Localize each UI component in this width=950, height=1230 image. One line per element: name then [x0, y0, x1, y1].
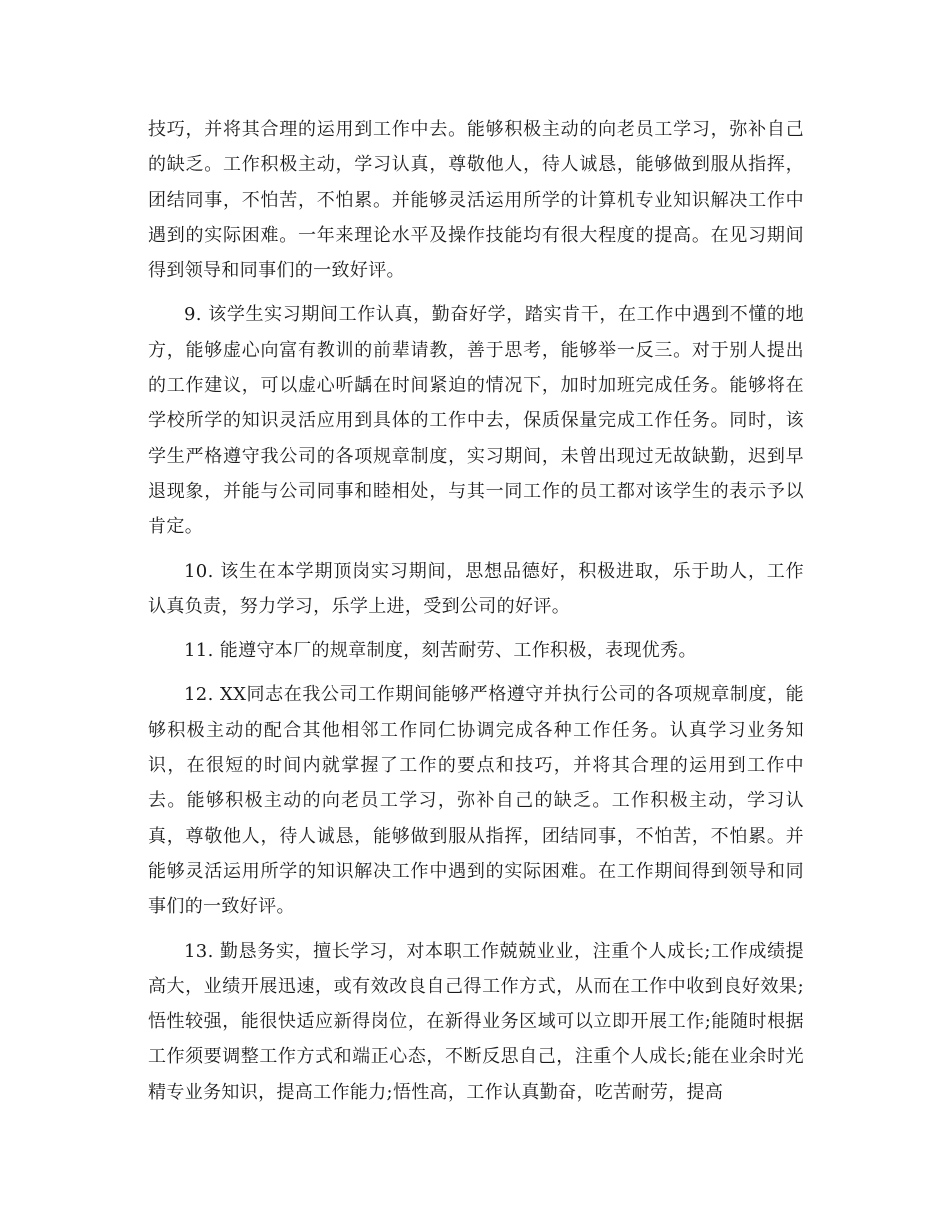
paragraph-item-13: 13. 勤恳务实，擅长学习，对本职工作兢兢业业，注重个人成长;工作成绩提高大，业绩开展迅速，或有效改良自己得工作方式，从而在工作中收到良好效果;悟性较强，能很快适应新得岗位，在新得业务区域可以立即开展工作;能随时根据工作须要调整工作方式和端正心态，不断反思自己，注重个人成长;能在业余时光精专业务知识，提高工作能力;悟性高，工作认真勤奋，吃苦耐劳，提高	[148, 940, 804, 1103]
document-body	[148, 112, 804, 1119]
paragraph-item-9: 9. 该学生实习期间工作认真，勤奋好学，踏实肯干，在工作中遇到不懂的地方，能够虚心向富有教训的前辈请教，善于思考，能够举一反三。对于别人提出的工作建议，可以虚心听龋在时间紧迫的情况下，加时加班完成任务。能够将在学校所学的知识灵活应用到具体的工作中去，保质保量完成工作任务。同时，该学生严格遵守我公司的各项规章制度，实习期间，未曾出现过无故缺勤，迟到早退现象，并能与公司同事和睦相处，与其一同工作的员工都对该学生的表示予以肯定。	[148, 304, 804, 538]
paragraph-item-10: 10. 该生在本学期顶岗实习期间，思想品德好，积极进取，乐于助人，工作认真负责，努力学习，乐学上进，受到公司的好评。	[148, 560, 804, 617]
paragraph-continuation: 技巧，并将其合理的运用到工作中去。能够积极主动的向老员工学习，弥补自己的缺乏。工作积极主动，学习认真，尊敬他人，待人诚恳，能够做到服从指挥，团结同事，不怕苦，不怕累。并能够灵活运用所学的计算机专业知识解决工作中遇到的实际困难。一年来理论水平及操作技能均有很大程度的提高。在见习期间得到领导和同事们的一致好评。	[148, 119, 804, 282]
paragraph-item-11: 11. 能遵守本厂的规章制度，刻苦耐劳、工作积极，表现优秀。	[184, 640, 697, 662]
paragraph-item-12: 12. XX同志在我公司工作期间能够严格遵守并执行公司的各项规章制度，能够积极主动的配合其他相邻工作同仁协调完成各种工作任务。认真学习业务知识，在很短的时间内就掌握了工作的要点和技巧，并将其合理的运用到工作中去。能够积极主动的向老员工学习，弥补自己的缺乏。工作积极主动，学习认真，尊敬他人，待人诚恳，能够做到服从指挥，团结同事，不怕苦，不怕累。并能够灵活运用所学的知识解决工作中遇到的实际困难。在工作期间得到领导和同事们的一致好评。	[148, 684, 804, 918]
